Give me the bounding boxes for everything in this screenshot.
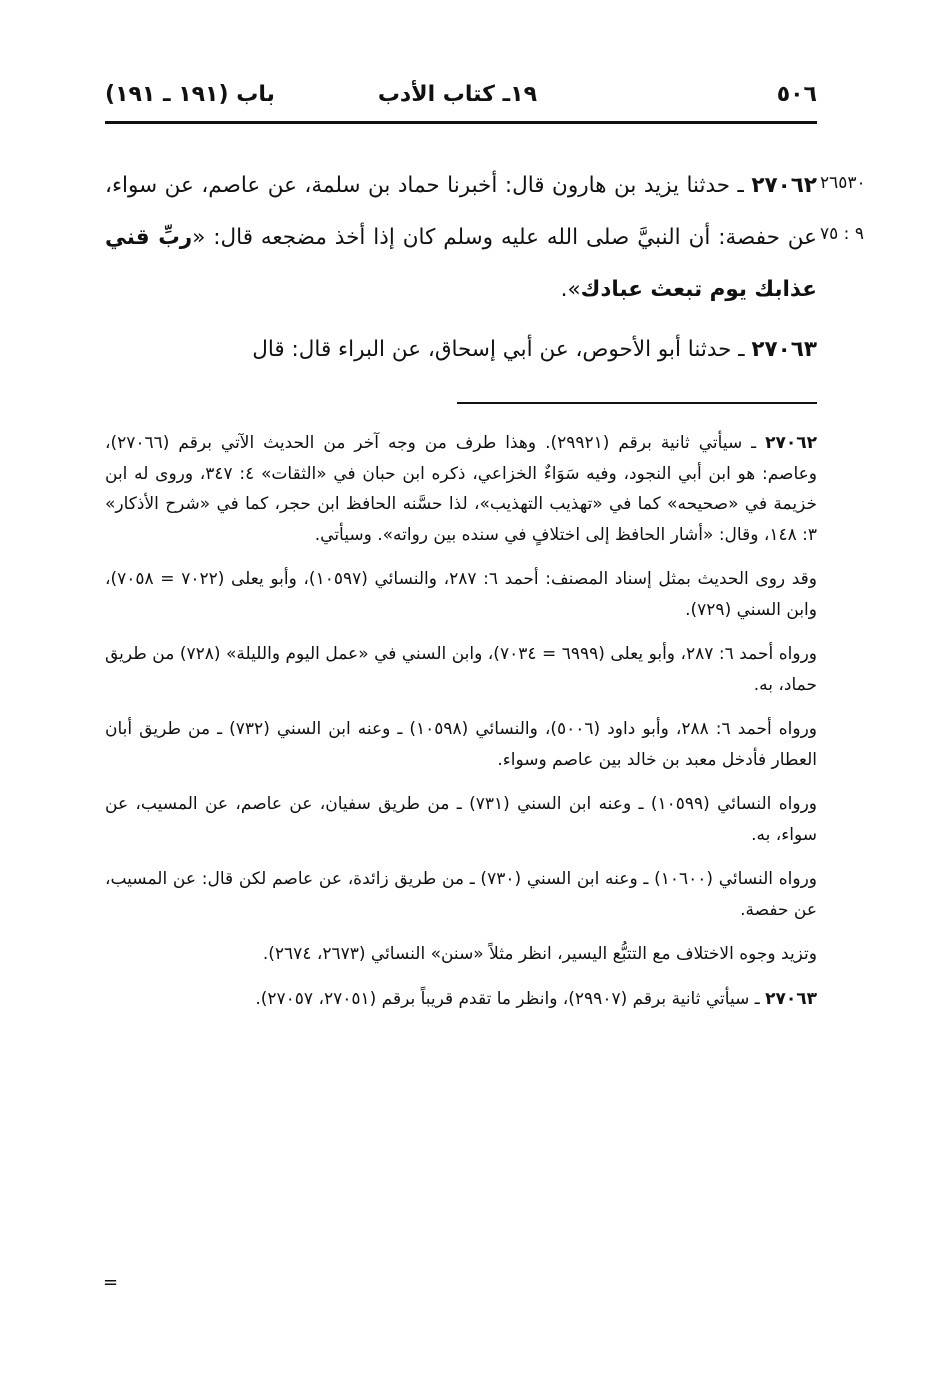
footnote-paragraph: ورواه النسائي (١٠٥٩٩) ـ وعنه ابن السني (٧٣١) ـ من طريق سفيان، عن عاصم، عن المسيب، عن سواء، به. [105, 794, 818, 845]
dua-text: ربِّ قني عذابك يوم تبعث عبادك [105, 225, 817, 302]
hadith-number: ٢٧٠٦٣ [751, 337, 817, 362]
page-header [105, 80, 817, 120]
main-text [105, 160, 817, 376]
footnote-27063 [105, 984, 817, 1015]
footnote-paragraph: ورواه أحمد ٦: ٢٨٧، وأبو يعلى (٦٩٩٩ = ٧٠٣٤)، وابن السني في «عمل اليوم والليلة» (٧٢٨) من طريق حماد، به. [105, 644, 817, 695]
footnotes [105, 428, 817, 1028]
footnote-text: ـ سيأتي ثانية برقم (٢٩٩٢١). وهذا طرف من وجه آخر من الحديث الآتي برقم (٢٧٠٦٦)، وعاصم: هو ابن أبي النجود، وفيه سَوَاءٌ الخزاعي، ذكره ابن حبان في «الثقات» ٤: ٣٤٧، وروى له ابن خزيمة في «صحيحه» كما في «تهذيب التهذيب»، لذا حسَّنه الحافظ ابن حجر، كما في «شرح الأذكار» ٣: ١٤٨، وقال: «أشار الحافظ إلى اختلافٍ في سنده بين رواته». وسيأتي. [105, 433, 817, 545]
margin-reference-1: ٢٦٥٣٠ [820, 173, 866, 193]
continuation-mark: = [103, 1272, 119, 1293]
footnote-paragraph: وتزيد وجوه الاختلاف مع التتبُّع اليسير، انظر مثلاً «سنن» النسائي (٢٦٧٣، ٢٦٧٤). [262, 944, 817, 964]
footnote-number: ٢٧٠٦٢ [765, 433, 817, 453]
footnote-paragraph: وقد روى الحديث بمثل إسناد المصنف: أحمد ٦: ٢٨٧، والنسائي (١٠٥٩٧)، وأبو يعلى (٧٠٢٢ = ٧٠٥٨)، وابن السني (٧٢٩). [105, 569, 818, 620]
book-title: ١٩ـ كتاب الأدب [377, 82, 537, 107]
footnote-number: ٢٧٠٦٣ [765, 988, 817, 1009]
hadith-text: ـ حدثنا أبو الأحوص، عن أبي إسحاق، عن البراء قال: قال [252, 337, 745, 362]
hadith-text-end: ». [560, 277, 581, 302]
hadith-text: ـ حدثنا يزيد بن هارون قال: أخبرنا حماد بن سلمة، عن عاصم، عن سواء، عن حفصة: أن النبيَّ صلى الله عليه وسلم كان إذا أخذ مضجعه قال: « [105, 173, 818, 250]
footnote-paragraph: ورواه أحمد ٦: ٢٨٨، وأبو داود (٥٠٠٦)، والنسائي (١٠٥٩٨) ـ وعنه ابن السني (٧٣٢) ـ من طريق أبان العطار فأدخل معبد بن خالد بين عاصم وسواء. [105, 719, 817, 770]
chapter-reference: باب (١٩١ ـ ١٩١) [105, 82, 275, 107]
hadith-27063 [105, 324, 817, 376]
header-divider [105, 121, 817, 124]
footnote-27062 [105, 428, 817, 550]
footnote-paragraph: ورواه النسائي (١٠٦٠٠) ـ وعنه ابن السني (٧٣٠) ـ من طريق زائدة، عن عاصم لكن قال: عن المسيب، عن حفصة. [105, 869, 818, 920]
hadith-27062 [105, 160, 817, 316]
page-number: ٥٠٦ [776, 82, 817, 107]
margin-reference-2: ٩ : ٧٥ [820, 224, 864, 244]
footnote-divider [457, 402, 817, 404]
hadith-number: ٢٧٠٦٢ [751, 173, 817, 198]
footnote-text: ـ سيأتي ثانية برقم (٢٩٩٠٧)، وانظر ما تقدم قريباً برقم (٢٧٠٥١، ٢٧٠٥٧). [255, 988, 760, 1009]
